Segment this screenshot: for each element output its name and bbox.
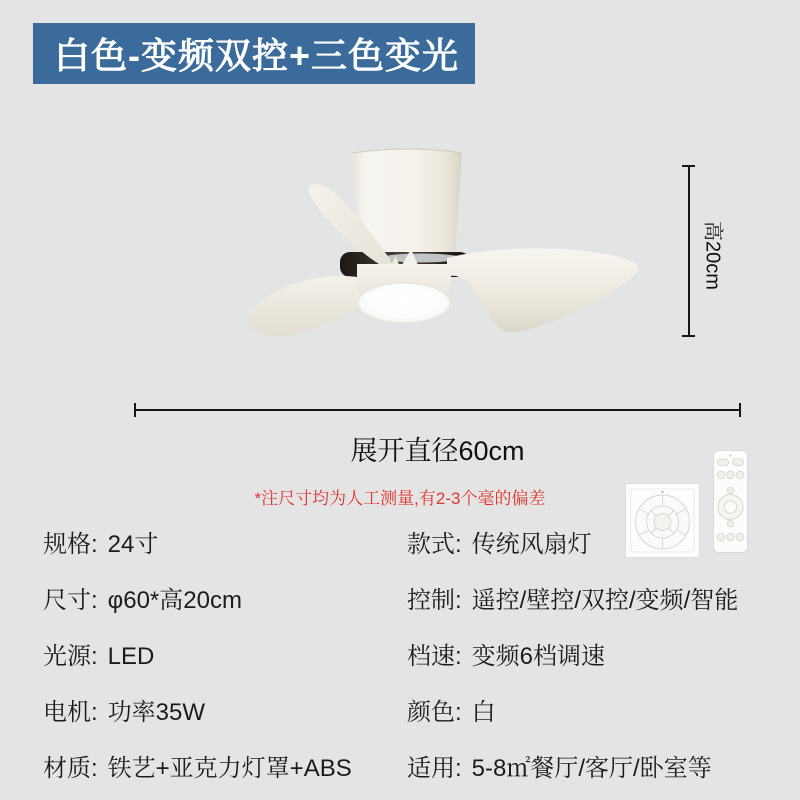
spec-row-motor: [43, 700, 352, 726]
spec-label: 材质:: [43, 755, 98, 782]
spec-value: 白: [471, 699, 496, 726]
height-measure-cap-top: [682, 165, 695, 167]
diameter-label: 展开直径60cm: [350, 436, 525, 466]
spec-row-color: [407, 700, 738, 726]
spec-row-material: [43, 756, 352, 782]
spec-label: 适用:: [407, 755, 462, 782]
spec-value: 功率35W: [107, 699, 206, 726]
spec-label: 电机:: [43, 699, 98, 726]
spec-row-light-source: [43, 644, 352, 670]
spec-value: 铁艺+亚克力灯罩+ABS: [107, 755, 352, 782]
spec-row-control: [407, 588, 738, 614]
spec-label: 控制:: [407, 587, 462, 614]
spec-row-style: [407, 532, 738, 558]
spec-value: 变频6档调速: [471, 643, 606, 670]
diameter-measure-cap-right: [739, 403, 741, 417]
height-measure-line: [688, 166, 690, 336]
fan-product-image: [120, 128, 660, 358]
spec-label: 款式:: [407, 531, 462, 558]
spec-label: 规格:: [43, 531, 98, 558]
diameter-measure-line: [135, 409, 740, 411]
spec-value: 遥控/壁控/双控/变频/智能: [471, 587, 739, 614]
height-label: 高20cm: [701, 221, 724, 290]
variant-banner-label: 白色-变频双控+三色变光: [54, 35, 460, 76]
spec-row-size: [43, 532, 352, 558]
height-measure-cap-bottom: [682, 335, 695, 337]
fan-blade-left: [248, 276, 374, 336]
fan-blade-right: [447, 248, 638, 332]
spec-value: 5-8㎡餐厅/客厅/卧室等: [471, 755, 712, 782]
variant-banner: [33, 23, 475, 84]
spec-label: 光源:: [43, 643, 98, 670]
spec-row-dimension: [43, 588, 352, 614]
spec-label: 颜色:: [407, 699, 462, 726]
spec-row-applicable: [407, 756, 738, 782]
spec-row-speed: [407, 644, 738, 670]
fan-light-lens: [358, 283, 450, 323]
spec-value: 传统风扇灯: [471, 531, 592, 558]
measurement-note: *注尺寸均为人工测量,有2-3个毫的偏差: [254, 489, 546, 508]
diameter-measure-cap-left: [134, 403, 136, 417]
spec-label: 尺寸:: [43, 587, 98, 614]
spec-label: 档速:: [407, 643, 462, 670]
spec-value: φ60*高20cm: [107, 587, 242, 614]
spec-column-left: [43, 532, 352, 782]
spec-value: LED: [107, 643, 155, 670]
spec-column-right: [407, 532, 738, 782]
spec-value: 24寸: [107, 531, 159, 558]
